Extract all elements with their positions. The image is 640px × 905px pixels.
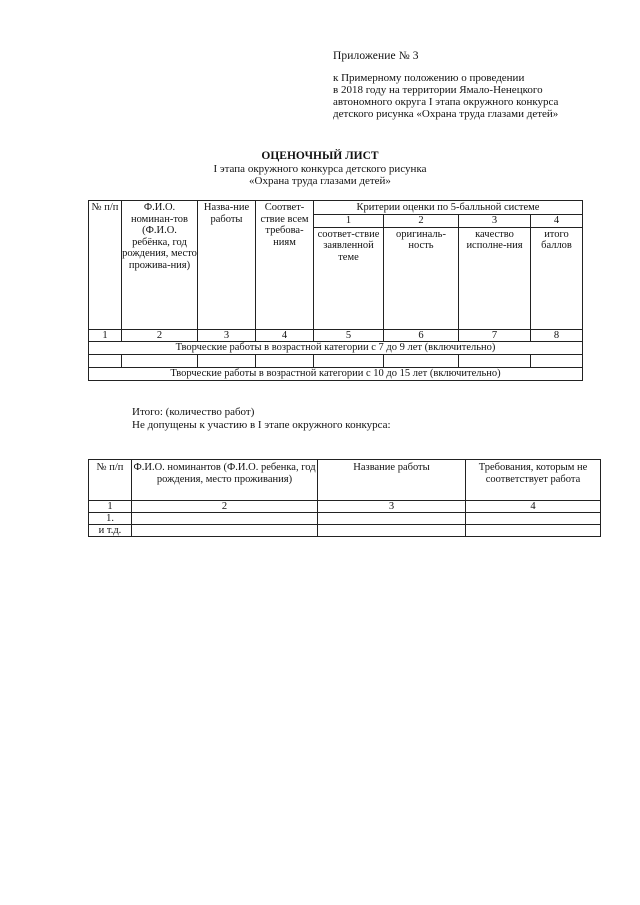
empty-cell [531, 354, 583, 367]
excl-column-number: 4 [466, 501, 601, 513]
not-admitted-line: Не допущены к участию в I этапе окружного конкурса: [132, 419, 391, 431]
excl-column-number: 3 [318, 501, 466, 513]
empty-cell [132, 513, 318, 525]
criterion-number: 3 [459, 215, 531, 228]
criterion-number: 1 [314, 215, 384, 228]
column-number: 1 [89, 329, 122, 341]
appendix-line: детского рисунка «Охрана труда глазами детей» [333, 108, 559, 120]
sheet-title: ОЦЕНОЧНЫЙ ЛИСТ [261, 150, 379, 162]
col-name-header: Назва-ние работы [198, 201, 256, 330]
age-category-row: Творческие работы в возрастной категории с 10 до 15 лет (включительно) [89, 367, 583, 380]
empty-cell [122, 354, 198, 367]
criterion-label: оригиналь-ность [384, 227, 459, 329]
appendix-text [333, 72, 623, 120]
appendix-line: к Примерному положению о проведении [333, 72, 525, 84]
criterion-number: 2 [384, 215, 459, 228]
not-admitted-table [88, 459, 601, 537]
empty-cell [132, 525, 318, 537]
excl-col-name-header: Название работы [318, 460, 466, 501]
col-no-header: № п/п [89, 201, 122, 330]
excl-column-number: 1 [89, 501, 132, 513]
criterion-label: качество исполне-ния [459, 227, 531, 329]
empty-cell [466, 513, 601, 525]
criterion-label: итого баллов [531, 227, 583, 329]
appendix-title: Приложение № 3 [333, 50, 419, 62]
column-number: 3 [198, 329, 256, 341]
criterion-label: соответ-ствие заявленной теме [314, 227, 384, 329]
column-number: 5 [314, 329, 384, 341]
age-category-row: Творческие работы в возрастной категории с 7 до 9 лет (включительно) [89, 341, 583, 354]
sheet-subtitle-2: «Охрана труда глазами детей» [249, 175, 391, 187]
empty-cell [318, 513, 466, 525]
empty-cell [256, 354, 314, 367]
column-number: 6 [384, 329, 459, 341]
total-count-line: Итого: (количество работ) [132, 406, 255, 418]
column-number: 4 [256, 329, 314, 341]
excl-row-number: 1. [89, 513, 132, 525]
col-match-header: Соответ-ствие всем требова-ниям [256, 201, 314, 330]
excl-col-no-header: № п/п [89, 460, 132, 501]
column-number: 8 [531, 329, 583, 341]
evaluation-table [88, 200, 583, 381]
col-fio-header: Ф.И.О. номинан-тов (Ф.И.О. ребёнка, год рождения, место прожива-ния) [122, 201, 198, 330]
empty-cell [314, 354, 384, 367]
column-number: 2 [122, 329, 198, 341]
criteria-header: Критерии оценки по 5-балльной системе [314, 201, 583, 215]
empty-cell [318, 525, 466, 537]
empty-cell [384, 354, 459, 367]
excl-column-number: 2 [132, 501, 318, 513]
criterion-number: 4 [531, 215, 583, 228]
empty-cell [89, 354, 122, 367]
sheet-subtitle-1: I этапа окружного конкурса детского рисунка [213, 163, 427, 175]
empty-cell [459, 354, 531, 367]
empty-cell [466, 525, 601, 537]
excl-col-fio-header: Ф.И.О. номинантов (Ф.И.О. ребенка, год рождения, место проживания) [132, 460, 318, 501]
excl-row-number: и т.д. [89, 525, 132, 537]
appendix-line: автономного округа I этапа окружного конкурса [333, 96, 559, 108]
column-number: 7 [459, 329, 531, 341]
excl-col-req-header: Требования, которым не соответствует работа [466, 460, 601, 501]
appendix-line: в 2018 году на территории Ямало-Ненецкого [333, 84, 543, 96]
empty-cell [198, 354, 256, 367]
